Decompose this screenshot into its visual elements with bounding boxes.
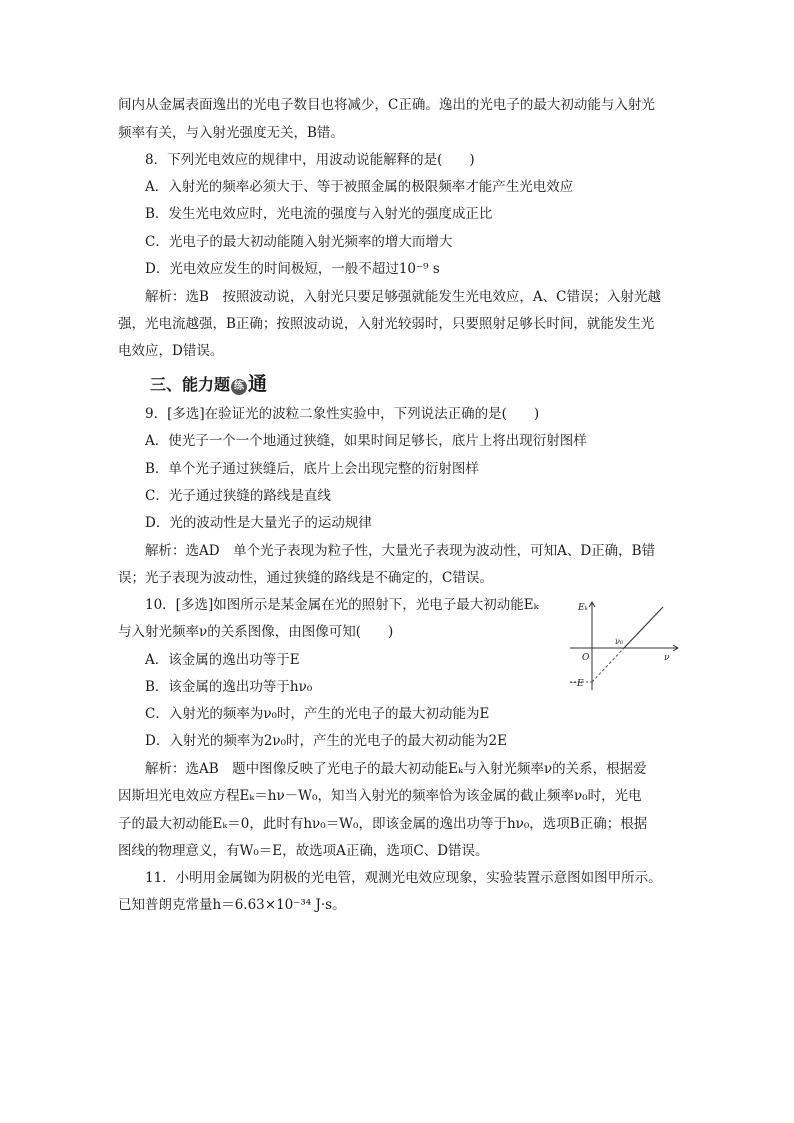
section-heading-suffix: 通 <box>248 373 268 395</box>
dashed-extension <box>592 648 624 682</box>
answer-10: 子的最大初动能Eₖ＝0，此时有hν₀＝W₀，即该金属的逸出功等于hν₀，选项B正确；根据 <box>118 816 648 832</box>
answer-8: 强，光电流越强，B正确；按照波动说，入射光较弱时，只要照射足够长时间，就能发生光 <box>118 316 655 332</box>
answer-10: 解析：选AB 题中图像反映了光电子的最大初动能Eₖ与入射光频率ν的关系，根据爱 <box>145 761 647 777</box>
question-8-option-c: C．光电子的最大初动能随入射光频率的增大而增大 <box>145 234 453 250</box>
origin-label: O <box>582 653 590 663</box>
question-9: 9．[多选]在验证光的波粒二象性实验中，下列说法正确的是( ) <box>145 406 540 422</box>
question-10: 与入射光频率ν的关系图像，由图像可知( ) <box>118 624 394 640</box>
answer-9: 误；光子表现为波动性，通过狭缝的路线是不确定的，C错误。 <box>118 570 493 586</box>
question-8-option-a: A．入射光的频率必须大于、等于被照金属的极限频率才能产生光电效应 <box>145 179 574 195</box>
answer-8: 解析：选B 按照波动说，入射光只要足够强就能发生光电效应，A、C错误；入射光越 <box>145 289 661 305</box>
answer-10: 因斯坦光电效应方程Eₖ＝hν－W₀，知当入射光的频率恰为该金属的截止频率ν₀时，光电 <box>118 788 642 804</box>
question-8: 8．下列光电效应的规律中，用波动说能解释的是( ) <box>145 152 475 168</box>
nu0-label: ν₀ <box>615 637 624 646</box>
question-10-option-d: D．入射光的频率为2ν₀时，产生的光电子的最大初动能为2E <box>145 733 507 749</box>
text-line: 间内从金属表面逸出的光电子数目也将减少，C正确。逸出的光电子的最大初动能与入射光 <box>118 97 655 113</box>
question-10: 10．[多选]如图所示是某金属在光的照射下，光电子最大初动能Eₖ <box>145 597 539 613</box>
question-9-option-b: B．单个光子通过狭缝后，底片上会出现完整的衍射图样 <box>145 461 479 477</box>
section-heading <box>150 374 267 395</box>
question-11: 11．小明用金属铷为阴极的光电管，观测光电效应现象，实验装置示意图如图甲所示。 <box>145 870 662 886</box>
question-10-option-b: B．该金属的逸出功等于hν₀ <box>145 679 313 695</box>
question-11: 已知普朗克常量h＝6.63×10⁻³⁴ J·s。 <box>118 897 346 913</box>
section-heading-text: 三、能力题 <box>150 375 231 394</box>
question-10-option-a: A．该金属的逸出功等于E <box>145 652 300 668</box>
ek-nu-graph <box>560 598 685 693</box>
question-9-option-a: A．使光子一个一个地通过狭缝，如果时间足够长，底片上将出现衍射图样 <box>145 433 587 449</box>
question-9-option-d: D．光的波动性是大量光子的运动规律 <box>145 515 372 531</box>
question-10-option-c: C．入射光的频率为ν₀时，产生的光电子的最大初动能为E <box>145 706 490 722</box>
neg-e-label: －E <box>568 679 584 689</box>
question-8-option-d: D．光电效应发生的时间极短，一般不超过10⁻⁹ s <box>145 261 440 277</box>
ek-line <box>624 607 663 648</box>
section-badge: 练 <box>231 379 247 395</box>
answer-9: 解析：选AD 单个光子表现为粒子性，大量光子表现为波动性，可知A、D正确，B错 <box>145 543 656 559</box>
question-8-option-b: B．发生光电效应时，光电流的强度与入射光的强度成正比 <box>145 206 493 222</box>
answer-10: 图线的物理意义，有W₀＝E，故选项A正确，选项C、D错误。 <box>118 843 489 859</box>
x-axis-label: ν <box>664 653 670 663</box>
question-9-option-c: C．光子通过狭缝的路线是直线 <box>145 488 331 504</box>
text-line: 频率有关，与入射光强度无关，B错。 <box>118 125 344 141</box>
y-axis-label: Eₖ <box>578 603 588 613</box>
answer-8: 电效应，D错误。 <box>118 343 224 359</box>
